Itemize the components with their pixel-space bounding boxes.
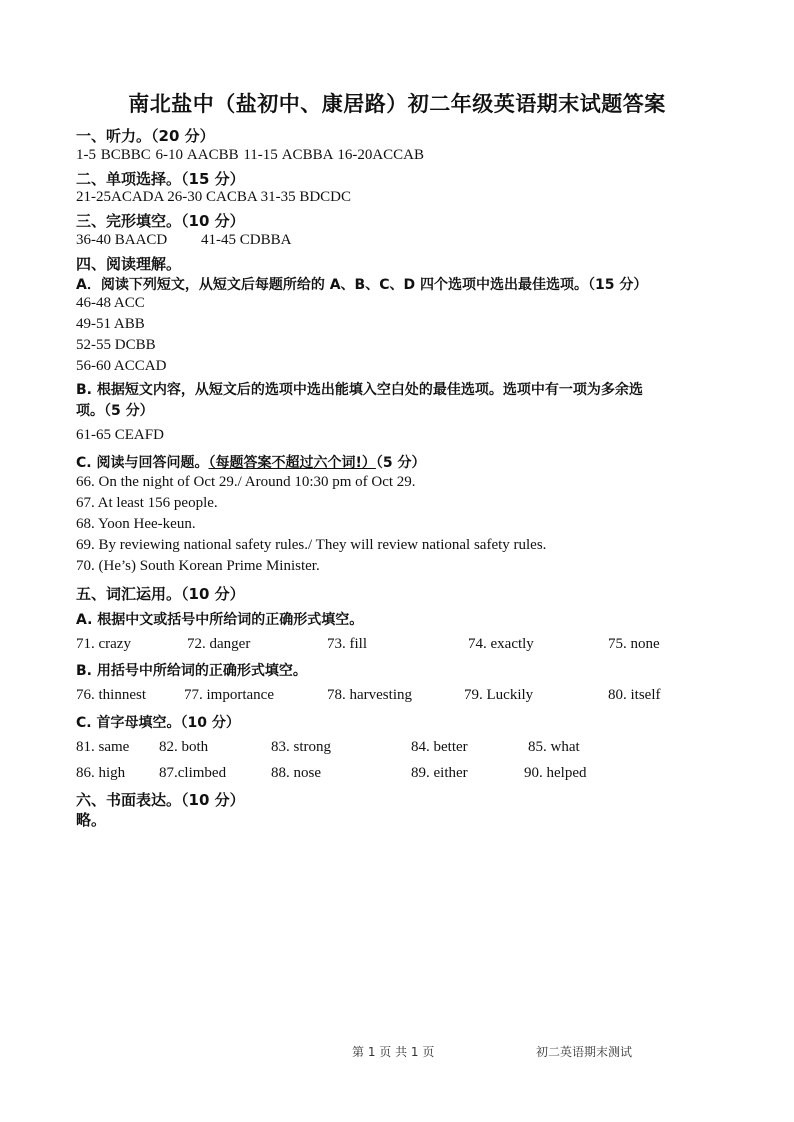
answer-76: 76. thinnest bbox=[76, 687, 146, 703]
answer-86: 86. high bbox=[76, 765, 126, 781]
section-4c-answer-70: 70. (He’s) South Korean Prime Minister. bbox=[76, 558, 320, 574]
section-4b-heading-line-1: B. 根据短文内容，从短文后的选项中选出能填入空白处的最佳选项。选项中有一项为多余选 bbox=[76, 382, 643, 398]
answer-87: 87.climbed bbox=[159, 765, 227, 781]
answer-81: 81. same bbox=[76, 739, 130, 755]
section-4c-note: （每题答案不超过六个词!） bbox=[208, 455, 376, 471]
section-4c-score: （5 分） bbox=[375, 455, 426, 471]
answer-77: 77. importance bbox=[184, 687, 274, 703]
section-4a-answer-4: 56-60 ACCAD bbox=[76, 358, 167, 374]
answer-90: 90. helped bbox=[524, 765, 587, 781]
section-4c-answer-69: 69. By reviewing national safety rules./ They will review national safety rules. bbox=[76, 537, 547, 553]
section-5a-heading: A. 根据中文或括号中所给词的正确形式填空。 bbox=[76, 612, 364, 628]
answer-73: 73. fill bbox=[327, 636, 367, 652]
section-4a-answer-1: 46-48 ACC bbox=[76, 295, 145, 311]
answer-71: 71. crazy bbox=[76, 636, 131, 652]
section-1-answers: 1-5 BCBBC 6-10 AACBB 11-15 ACBBA 16-20ACCAB bbox=[76, 147, 425, 163]
answer-85: 85. what bbox=[528, 739, 580, 755]
section-1-heading: 一、听力。（20 分） bbox=[76, 127, 215, 145]
answer-80: 80. itself bbox=[608, 687, 661, 703]
section-2-answers: 21-25ACADA 26-30 CACBA 31-35 BDCDC bbox=[76, 189, 352, 205]
section-5-heading: 五、词汇运用。（10 分） bbox=[76, 585, 245, 603]
answer-83: 83. strong bbox=[271, 739, 331, 755]
section-4c-answer-66: 66. On the night of Oct 29./ Around 10:30 pm of Oct 29. bbox=[76, 474, 416, 490]
section-4b-answers: 61-65 CEAFD bbox=[76, 427, 164, 443]
section-4c-answer-68: 68. Yoon Hee-keun. bbox=[76, 516, 196, 532]
footer-page-info: 第 1 页 共 1 页 bbox=[352, 1045, 435, 1059]
answer-75: 75. none bbox=[608, 636, 660, 652]
section-4a-answer-2: 49-51 ABB bbox=[76, 316, 145, 332]
section-4b-heading-line-2: 项。（5 分） bbox=[76, 403, 154, 419]
answer-89: 89. either bbox=[411, 765, 468, 781]
section-4c-answer-67: 67. At least 156 people. bbox=[76, 495, 218, 511]
page-title: 南北盐中（盐初中、康居路）初二年级英语期末试题答案 bbox=[128, 92, 666, 116]
section-5b-heading: B. 用括号中所给词的正确形式填空。 bbox=[76, 663, 307, 679]
section-4c-title: C. 阅读与回答问题。 bbox=[76, 455, 209, 471]
section-6-heading: 六、书面表达。（10 分） bbox=[76, 791, 245, 809]
answer-72: 72. danger bbox=[187, 636, 251, 652]
section-3-answers: 36-40 BAACD 41-45 CDBBA bbox=[76, 232, 292, 248]
answer-78: 78. harvesting bbox=[327, 687, 412, 703]
footer-doc-name: 初二英语期末测试 bbox=[536, 1045, 633, 1059]
section-4-heading: 四、阅读理解。 bbox=[76, 255, 182, 273]
answer-82: 82. both bbox=[159, 739, 209, 755]
section-6-answer: 略。 bbox=[76, 811, 107, 829]
answer-88: 88. nose bbox=[271, 765, 321, 781]
section-2-heading: 二、单项选择。（15 分） bbox=[76, 170, 245, 188]
answer-79: 79. Luckily bbox=[464, 687, 534, 703]
section-5c-heading: C. 首字母填空。（10 分） bbox=[76, 715, 240, 731]
section-4a-heading: A．阅读下列短文，从短文后每题所给的 A、B、C、D 四个选项中选出最佳选项。（15 分） bbox=[76, 277, 648, 293]
section-4c-heading bbox=[76, 452, 425, 472]
section-4a-answer-3: 52-55 DCBB bbox=[76, 337, 156, 353]
section-3-heading: 三、完形填空。（10 分） bbox=[76, 212, 245, 230]
answer-84: 84. better bbox=[411, 739, 468, 755]
answer-74: 74. exactly bbox=[468, 636, 534, 652]
